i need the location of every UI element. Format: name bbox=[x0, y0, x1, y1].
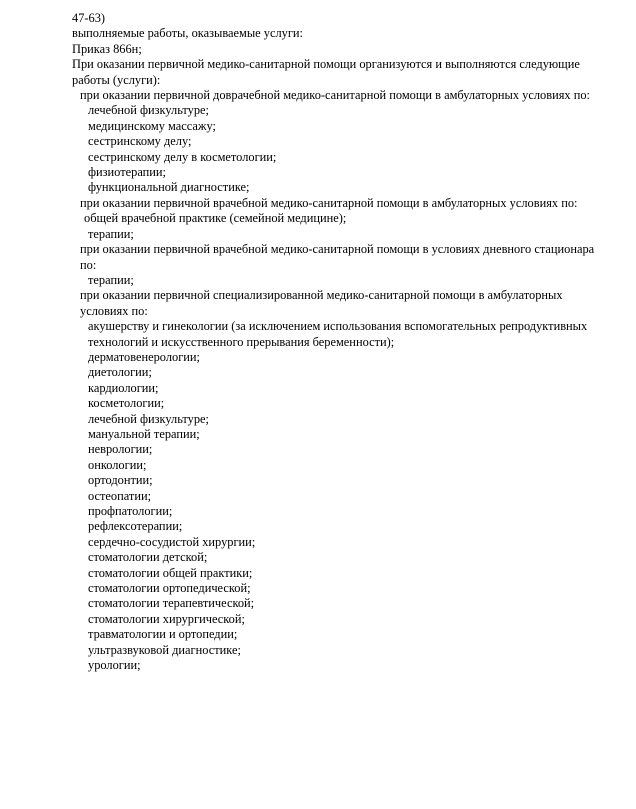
list-item: сестринскому делу; bbox=[88, 134, 192, 149]
list-item: ультразвуковой диагностике; bbox=[88, 642, 241, 657]
list-item: терапии; bbox=[88, 272, 134, 287]
list-item: косметологии; bbox=[88, 396, 165, 411]
list-item: лечебной физкультуре; bbox=[88, 411, 209, 426]
list-item: дерматовенерологии; bbox=[88, 349, 200, 364]
list-item: стоматологии общей практики; bbox=[88, 565, 253, 580]
list-item: рефлексотерапии; bbox=[88, 519, 183, 534]
group-heading-prehospital-outpatient: при оказании первичной доврачебной медико-санитарной помощи в амбулаторных условиях по: bbox=[80, 88, 590, 103]
list-item: сердечно-сосудистой хирургии; bbox=[88, 534, 256, 549]
group-heading-physician-outpatient: при оказании первичной врачебной медико-санитарной помощи в амбулаторных условиях по: bbox=[80, 195, 578, 210]
order-reference: Приказ 866н; bbox=[72, 41, 142, 56]
section-title: выполняемые работы, оказываемые услуги: bbox=[72, 26, 304, 41]
list-item: неврологии; bbox=[88, 442, 153, 457]
list-item: стоматологии ортопедической; bbox=[88, 581, 251, 596]
list-item-obstetrics: акушерству и гинекологии (за исключением использования вспомогательных репродуктивных технологий и искусственного прерывания беременности); bbox=[88, 319, 588, 349]
document-body bbox=[72, 11, 612, 673]
header-fragment: 47-63) bbox=[72, 11, 106, 25]
list-item: терапии; bbox=[88, 226, 134, 241]
list-item: функциональной диагностике; bbox=[88, 180, 250, 195]
list-item: остеопатии; bbox=[88, 488, 152, 503]
list-item: ортодонтии; bbox=[88, 473, 153, 488]
intro-paragraph: При оказании первичной медико-санитарной помощи организуются и выполняются следующие работы (услуги): bbox=[72, 57, 580, 87]
list-item: мануальной терапии; bbox=[88, 426, 200, 441]
list-item: лечебной физкультуре; bbox=[88, 103, 209, 118]
list-item: стоматологии детской; bbox=[88, 550, 208, 565]
group-heading-specialized-outpatient: при оказании первичной специализированной медико-санитарной помощи в амбулаторных условиях по: bbox=[80, 288, 563, 318]
list-item: онкологии; bbox=[88, 457, 147, 472]
group-heading-physician-day-hospital: при оказании первичной врачебной медико-санитарной помощи в условиях дневного стационара по: bbox=[80, 242, 595, 272]
list-item: диетологии; bbox=[88, 365, 152, 380]
list-item: кардиологии; bbox=[88, 380, 159, 395]
list-item: стоматологии терапевтической; bbox=[88, 596, 255, 611]
list-item: травматологии и ортопедии; bbox=[88, 627, 238, 642]
list-item: сестринскому делу в косметологии; bbox=[88, 149, 277, 164]
list-item: общей врачебной практике (семейной медицине); bbox=[84, 211, 347, 226]
list-item: медицинскому массажу; bbox=[88, 118, 216, 133]
list-item: физиотерапии; bbox=[88, 165, 166, 180]
list-item: профпатологии; bbox=[88, 504, 173, 518]
list-item: урологии; bbox=[88, 658, 141, 673]
list-item: стоматологии хирургической; bbox=[88, 611, 245, 626]
